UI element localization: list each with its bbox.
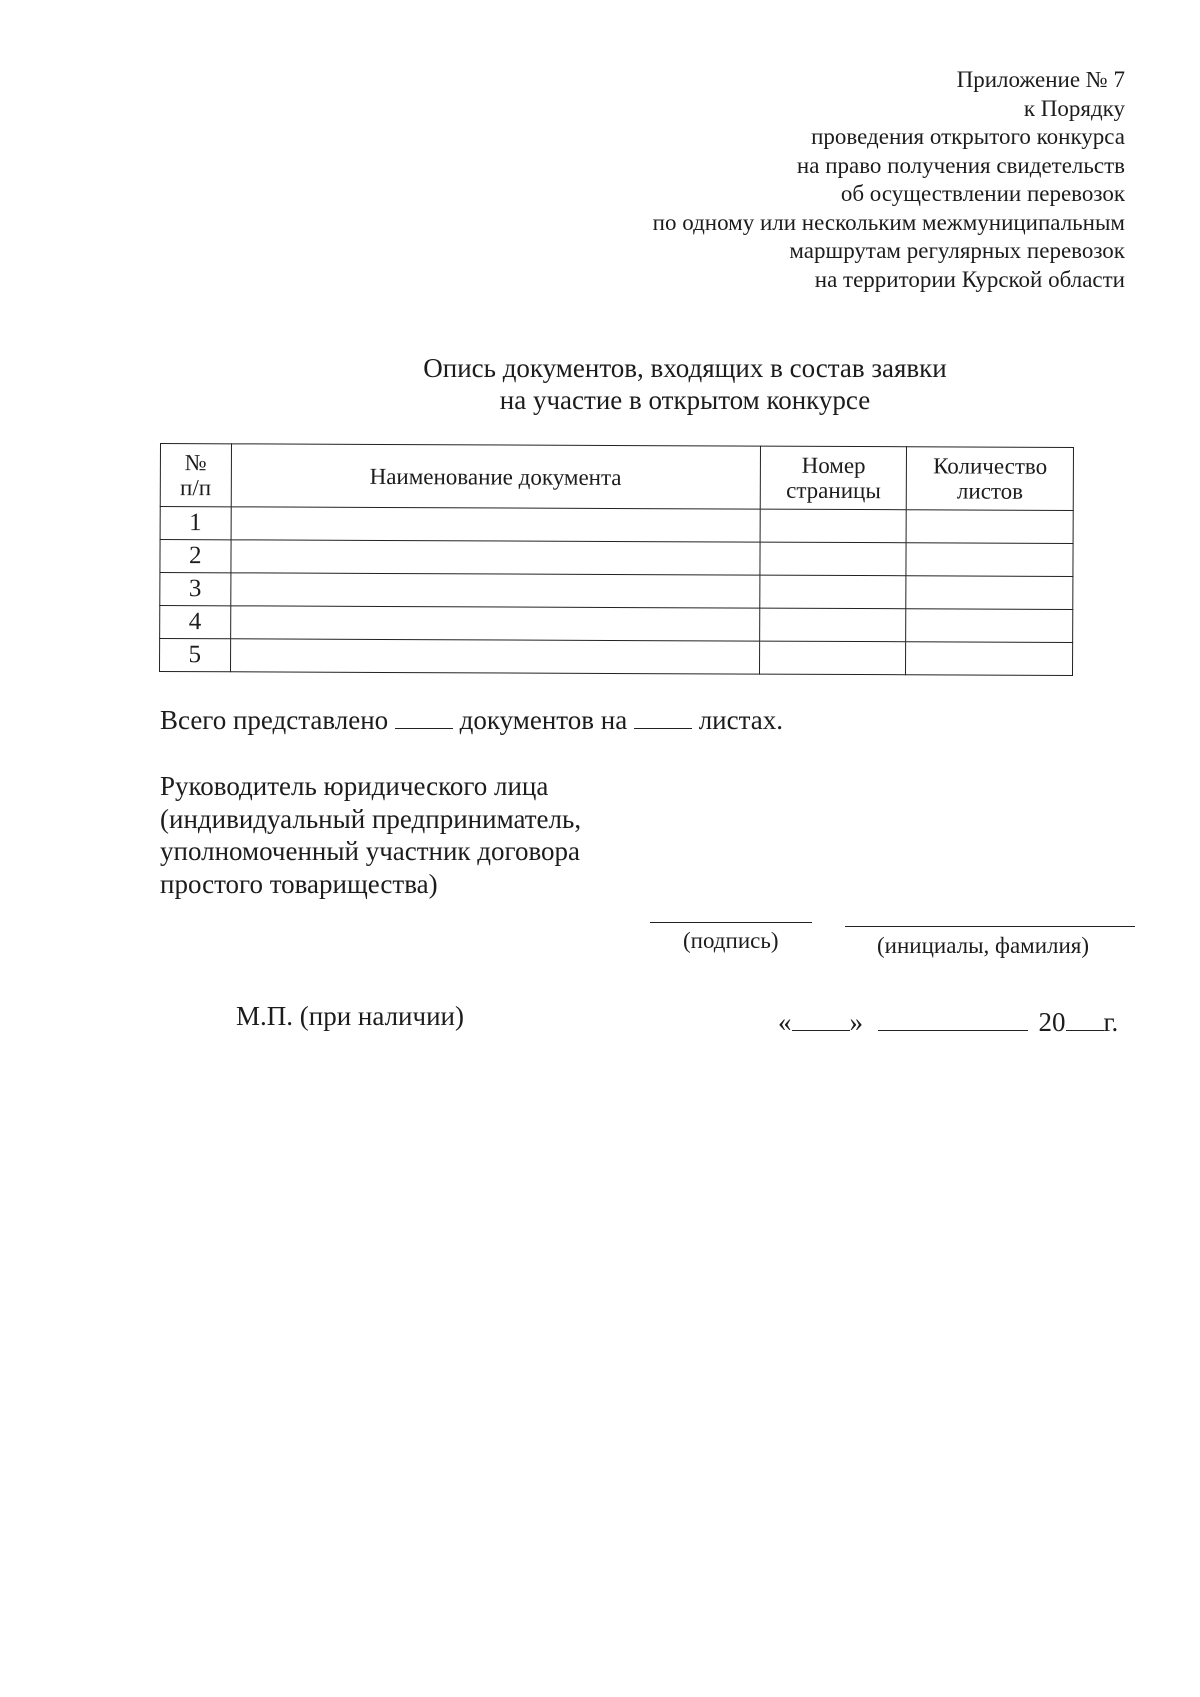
- signatory-line: уполномоченный участник договора: [160, 836, 580, 866]
- page-number-cell[interactable]: [760, 542, 907, 576]
- sheet-count-cell[interactable]: [906, 576, 1073, 610]
- appendix-line: Приложение № 7: [956, 67, 1125, 92]
- appendix-line: об осуществлении перевозок: [840, 181, 1125, 206]
- page-number-cell[interactable]: [760, 575, 907, 609]
- header-sheet-count-label: Количество листов: [933, 453, 1048, 504]
- sheet-count-cell[interactable]: [906, 543, 1073, 577]
- signature-caption: (подпись): [683, 928, 779, 953]
- document-title: [0, 352, 1200, 416]
- name-blank[interactable]: [845, 926, 1135, 927]
- table-row: [160, 507, 1073, 544]
- sheet-count-cell[interactable]: [906, 609, 1073, 643]
- header-number: [160, 444, 231, 507]
- table-header-row: [160, 444, 1073, 511]
- page-number-cell[interactable]: [760, 509, 907, 543]
- table-row: [160, 540, 1073, 577]
- appendix-line: проведения открытого конкурса: [811, 124, 1125, 149]
- date-line: [778, 1006, 1118, 1038]
- sheet-count-cell[interactable]: [907, 510, 1074, 544]
- name-caption: (инициалы, фамилия): [877, 933, 1090, 958]
- date-month-blank[interactable]: [878, 1010, 1028, 1031]
- document-name-cell[interactable]: [230, 540, 760, 575]
- signatory-line: простого товарищества): [160, 868, 438, 899]
- row-number: 1: [160, 507, 231, 540]
- header-page-number-label: Номер страницы: [786, 452, 881, 504]
- total-text-2: документов на: [459, 705, 628, 735]
- title-line-1: Опись документов, входящих в состав заявки: [423, 353, 947, 383]
- appendix-line: по одному или нескольким межмуниципальным: [652, 209, 1125, 235]
- appendix-header: [653, 66, 1125, 294]
- header-document-name: [231, 444, 761, 509]
- date-day-blank[interactable]: [792, 1010, 850, 1031]
- header-number-label: № п/п: [180, 450, 212, 501]
- document-name-cell[interactable]: [230, 606, 760, 641]
- row-number: 2: [160, 540, 231, 573]
- header-page-number: [760, 446, 907, 510]
- page-number-cell[interactable]: [760, 608, 907, 642]
- row-number: 4: [160, 606, 231, 639]
- date-year-blank[interactable]: [1066, 1010, 1104, 1031]
- total-line: [160, 704, 783, 736]
- total-text-3: листах.: [698, 705, 783, 735]
- documents-table: [159, 443, 1074, 676]
- table-row: [160, 606, 1073, 643]
- total-text-1: Всего представлено: [160, 705, 389, 735]
- row-number: 3: [160, 573, 231, 606]
- appendix-line: на право получения свидетельств: [796, 152, 1125, 178]
- row-number: 5: [160, 639, 231, 672]
- header-sheet-count: [907, 447, 1074, 511]
- signatory-line: (индивидуальный предприниматель,: [160, 803, 582, 834]
- appendix-line: на территории Курской области: [814, 266, 1125, 292]
- documents-count-blank[interactable]: [395, 708, 453, 729]
- appendix-line: к Порядку: [1023, 95, 1125, 121]
- table-row: [160, 573, 1073, 610]
- title-line-2: на участие в открытом конкурсе: [499, 385, 871, 415]
- signature-blank[interactable]: [650, 922, 812, 923]
- signatory-line: Руководитель юридического лица: [160, 771, 549, 801]
- stamp-label: М.П. (при наличии): [236, 1001, 464, 1031]
- signatory-block: [160, 770, 581, 900]
- document-name-cell[interactable]: [230, 639, 760, 674]
- document-name-cell[interactable]: [230, 573, 760, 608]
- date-year-suffix: г.: [1103, 1007, 1119, 1037]
- date-open-quote: «: [778, 1007, 792, 1037]
- date-year-prefix: 20: [1038, 1007, 1066, 1037]
- page-number-cell[interactable]: [759, 641, 906, 675]
- document-name-cell[interactable]: [231, 507, 761, 542]
- header-document-name-label: Наименование документа: [369, 463, 622, 490]
- table-row: [160, 639, 1073, 676]
- date-close-quote: »: [849, 1007, 863, 1037]
- sheets-count-blank[interactable]: [634, 708, 692, 729]
- sheet-count-cell[interactable]: [906, 642, 1073, 676]
- appendix-line: маршрутам регулярных перевозок: [789, 238, 1125, 263]
